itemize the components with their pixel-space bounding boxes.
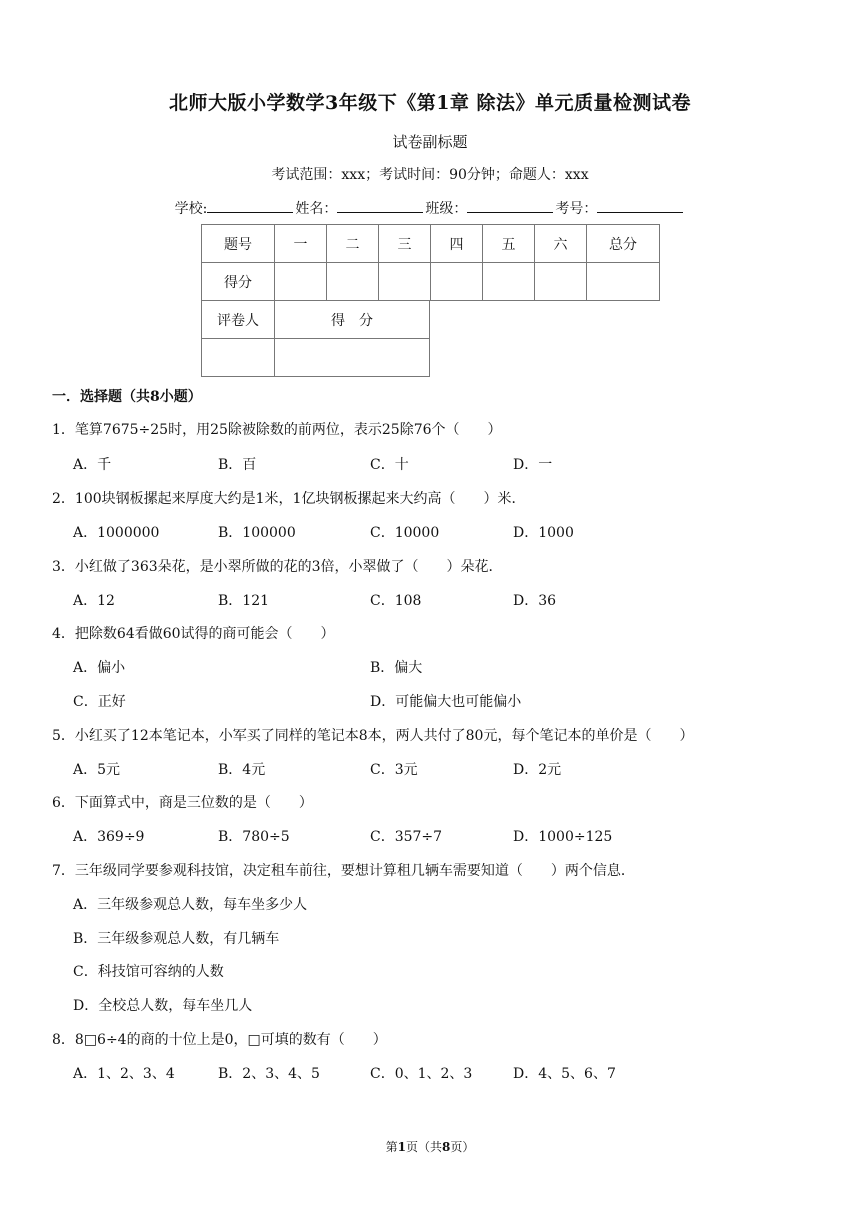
option-2d[interactable]: D．1000	[513, 525, 574, 541]
class-blank[interactable]	[467, 198, 553, 213]
question-6: 6．下面算式中，商是三位数的是（ ）	[52, 795, 313, 811]
score-row-label: 得分	[202, 263, 275, 301]
score-header-cell: 一	[275, 225, 327, 263]
option-8c[interactable]: C．0、1、2、3	[370, 1066, 473, 1082]
exam-no-blank[interactable]	[597, 198, 683, 213]
question-2: 2．100块钢板摞起来厚度大约是1米，1亿块钢板摞起来大约高（ ）米．	[52, 491, 526, 507]
school-label: 学校:	[174, 201, 208, 217]
current-page-number: 1	[397, 1140, 406, 1154]
option-2c[interactable]: C．10000	[370, 525, 440, 541]
grader-label: 评卷人	[202, 301, 275, 339]
score-cell[interactable]	[431, 263, 483, 301]
question-1: 1．笔算7675÷25时，用25除被除数的前两位，表示25除76个（ ）	[52, 422, 502, 438]
option-3b[interactable]: B．121	[218, 593, 270, 609]
option-1a[interactable]: A．千	[73, 457, 112, 473]
score-cell[interactable]	[275, 263, 327, 301]
grader-fill-row	[202, 339, 430, 377]
question-8: 8．8□6÷4的商的十位上是0，□可填的数有（ ）	[52, 1032, 387, 1048]
option-2b[interactable]: B．100000	[218, 525, 296, 541]
score-header-cell: 五	[483, 225, 535, 263]
school-blank[interactable]	[207, 198, 293, 213]
student-info-line	[0, 198, 860, 218]
grader-cell[interactable]	[202, 339, 275, 377]
question-7: 7．三年级同学要参观科技馆，决定租车前往，要想计算租几辆车需要知道（ ）两个信息．	[52, 863, 635, 879]
option-1d[interactable]: D．一	[513, 457, 553, 473]
option-4a[interactable]: A．偏小	[73, 660, 126, 676]
question-4: 4．把除数64看做60试得的商可能会（ ）	[52, 626, 335, 642]
score-cell[interactable]	[379, 263, 431, 301]
score-cell[interactable]	[535, 263, 587, 301]
score-header-cell: 六	[535, 225, 587, 263]
score-header-cell: 三	[379, 225, 431, 263]
option-5a[interactable]: A．5元	[73, 762, 121, 778]
grader-header-row	[202, 301, 430, 339]
score-cell[interactable]	[483, 263, 535, 301]
footer-suffix: 页）	[450, 1140, 475, 1154]
grader-score-cell[interactable]	[275, 339, 430, 377]
option-6c[interactable]: C．357÷7	[370, 829, 443, 845]
score-table-score-row	[202, 263, 660, 301]
option-3a[interactable]: A．12	[73, 593, 115, 609]
score-cell[interactable]	[327, 263, 379, 301]
option-3c[interactable]: C．108	[370, 593, 422, 609]
grader-table	[201, 301, 430, 377]
option-8b[interactable]: B．2、3、4、5	[218, 1066, 320, 1082]
footer-prefix: 第	[385, 1140, 398, 1154]
option-2a[interactable]: A．1000000	[73, 525, 160, 541]
option-5b[interactable]: B．4元	[218, 762, 266, 778]
option-3d[interactable]: D．36	[513, 593, 557, 609]
option-8a[interactable]: A．1、2、3、4	[73, 1066, 175, 1082]
score-table	[201, 224, 660, 301]
option-5d[interactable]: D．2元	[513, 762, 562, 778]
option-5c[interactable]: C．3元	[370, 762, 418, 778]
option-6b[interactable]: B．780÷5	[218, 829, 290, 845]
option-8d[interactable]: D．4、5、6、7	[513, 1066, 616, 1082]
option-1c[interactable]: C．十	[370, 457, 409, 473]
section-title: 一．选择题（共8小题）	[52, 389, 202, 405]
grader-score-label: 得 分	[275, 301, 430, 339]
score-header-cell: 题号	[202, 225, 275, 263]
footer-mid: 页（共	[405, 1140, 442, 1154]
score-header-cell: 总分	[587, 225, 660, 263]
option-6d[interactable]: D．1000÷125	[513, 829, 613, 845]
option-4d[interactable]: D．可能偏大也可能偏小	[370, 694, 522, 710]
exam-no-label: 考号：	[555, 201, 598, 217]
name-label: 姓名：	[295, 201, 338, 217]
option-4b[interactable]: B．偏大	[370, 660, 423, 676]
score-header-cell: 二	[327, 225, 379, 263]
exam-subtitle: 试卷副标题	[392, 133, 468, 151]
page-footer	[0, 1138, 860, 1155]
class-label: 班级：	[425, 201, 468, 217]
exam-info: 考试范围：xxx；考试时间：90分钟；命题人：xxx	[271, 167, 589, 183]
question-3: 3．小红做了363朵花，是小翠所做的花的3倍，小翠做了（ ）朵花．	[52, 559, 503, 575]
option-7a[interactable]: A．三年级参观总人数，每车坐多少人	[73, 897, 308, 913]
option-4c[interactable]: C．正好	[73, 694, 126, 710]
option-7c[interactable]: C．科技馆可容纳的人数	[73, 964, 224, 980]
score-table-header-row	[202, 225, 660, 263]
total-page-number: 8	[442, 1140, 451, 1154]
option-1b[interactable]: B．百	[218, 457, 257, 473]
question-5: 5．小红买了12本笔记本，小军买了同样的笔记本8本，两人共付了80元，每个笔记本的单价是（ ）	[52, 728, 694, 744]
option-7b[interactable]: B．三年级参观总人数，有几辆车	[73, 931, 280, 947]
option-7d[interactable]: D．全校总人数，每车坐几人	[73, 998, 253, 1014]
score-header-cell: 四	[431, 225, 483, 263]
exam-title: 北师大版小学数学3年级下《第1章 除法》单元质量检测试卷	[168, 92, 692, 114]
score-cell[interactable]	[587, 263, 660, 301]
name-blank[interactable]	[337, 198, 423, 213]
option-6a[interactable]: A．369÷9	[73, 829, 145, 845]
